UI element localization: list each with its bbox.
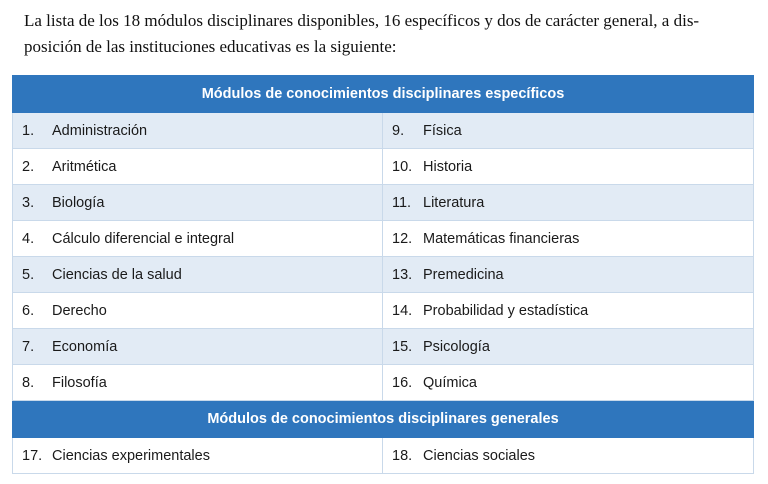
module-label: Matemáticas financieras bbox=[423, 230, 580, 247]
module-cell bbox=[13, 113, 383, 149]
module-label: Física bbox=[423, 122, 462, 139]
module-cell bbox=[13, 293, 383, 329]
module-label: Literatura bbox=[423, 194, 485, 211]
module-number: 9. bbox=[392, 122, 405, 139]
module-label: Premedicina bbox=[423, 266, 504, 283]
module-label: Historia bbox=[423, 158, 473, 175]
module-number: 5. bbox=[22, 266, 35, 283]
table-row bbox=[13, 257, 754, 293]
table-row bbox=[13, 221, 754, 257]
table-row bbox=[13, 113, 754, 149]
table-row bbox=[13, 185, 754, 221]
module-cell bbox=[13, 329, 383, 365]
module-number: 12. bbox=[392, 230, 413, 247]
module-number: 2. bbox=[22, 158, 35, 175]
module-cell bbox=[13, 438, 383, 474]
module-number: 11. bbox=[392, 194, 412, 211]
module-cell bbox=[383, 149, 754, 185]
module-label: Derecho bbox=[52, 302, 107, 319]
module-cell bbox=[383, 257, 754, 293]
module-cell bbox=[13, 365, 383, 401]
specific-header-row bbox=[13, 76, 754, 113]
module-label: Psicología bbox=[423, 338, 490, 355]
module-number: 3. bbox=[22, 194, 35, 211]
module-number: 6. bbox=[22, 302, 35, 319]
module-label: Administración bbox=[52, 122, 148, 139]
module-number: 10. bbox=[392, 158, 413, 175]
module-cell bbox=[13, 257, 383, 293]
module-number: 8. bbox=[22, 374, 35, 391]
modules-table bbox=[12, 75, 754, 474]
intro-line-1: La lista de los 18 módulos disciplinares disponibles, 16 específicos y dos de carácter general, a dis- bbox=[24, 11, 700, 30]
general-modules-header: Módulos de conocimientos disciplinares generales bbox=[13, 401, 754, 438]
table-row bbox=[13, 293, 754, 329]
module-cell bbox=[13, 149, 383, 185]
module-label: Economía bbox=[52, 338, 118, 355]
module-cell bbox=[383, 365, 754, 401]
module-label: Probabilidad y estadística bbox=[423, 302, 589, 319]
module-cell bbox=[383, 329, 754, 365]
module-number: 14. bbox=[392, 302, 413, 319]
table-row bbox=[13, 365, 754, 401]
module-cell bbox=[383, 185, 754, 221]
module-label: Ciencias de la salud bbox=[52, 266, 182, 283]
module-number: 13. bbox=[392, 266, 413, 283]
module-cell bbox=[383, 113, 754, 149]
module-label: Cálculo diferencial e integral bbox=[52, 230, 235, 247]
module-label: Aritmética bbox=[52, 158, 117, 175]
intro-paragraph bbox=[24, 8, 756, 60]
module-number: 4. bbox=[22, 230, 35, 247]
module-cell bbox=[383, 293, 754, 329]
module-cell bbox=[383, 438, 754, 474]
module-label: Química bbox=[423, 374, 477, 391]
general-header-row bbox=[13, 401, 754, 438]
module-label: Filosofía bbox=[52, 374, 107, 391]
intro-line-2: posición de las instituciones educativas es la siguiente: bbox=[24, 37, 397, 56]
specific-modules-header: Módulos de conocimientos disciplinares específicos bbox=[13, 76, 754, 113]
table-row bbox=[13, 149, 754, 185]
module-number: 17. bbox=[22, 447, 43, 464]
module-cell bbox=[13, 221, 383, 257]
module-cell bbox=[383, 221, 754, 257]
table-row bbox=[13, 329, 754, 365]
module-number: 16. bbox=[392, 374, 413, 391]
module-label: Ciencias experimentales bbox=[52, 447, 210, 464]
module-label: Biología bbox=[52, 194, 105, 211]
table-row bbox=[13, 438, 754, 474]
module-number: 1. bbox=[22, 122, 35, 139]
module-label: Ciencias sociales bbox=[423, 447, 536, 464]
module-number: 7. bbox=[22, 338, 35, 355]
module-number: 15. bbox=[392, 338, 413, 355]
module-cell bbox=[13, 185, 383, 221]
module-number: 18. bbox=[392, 447, 413, 464]
